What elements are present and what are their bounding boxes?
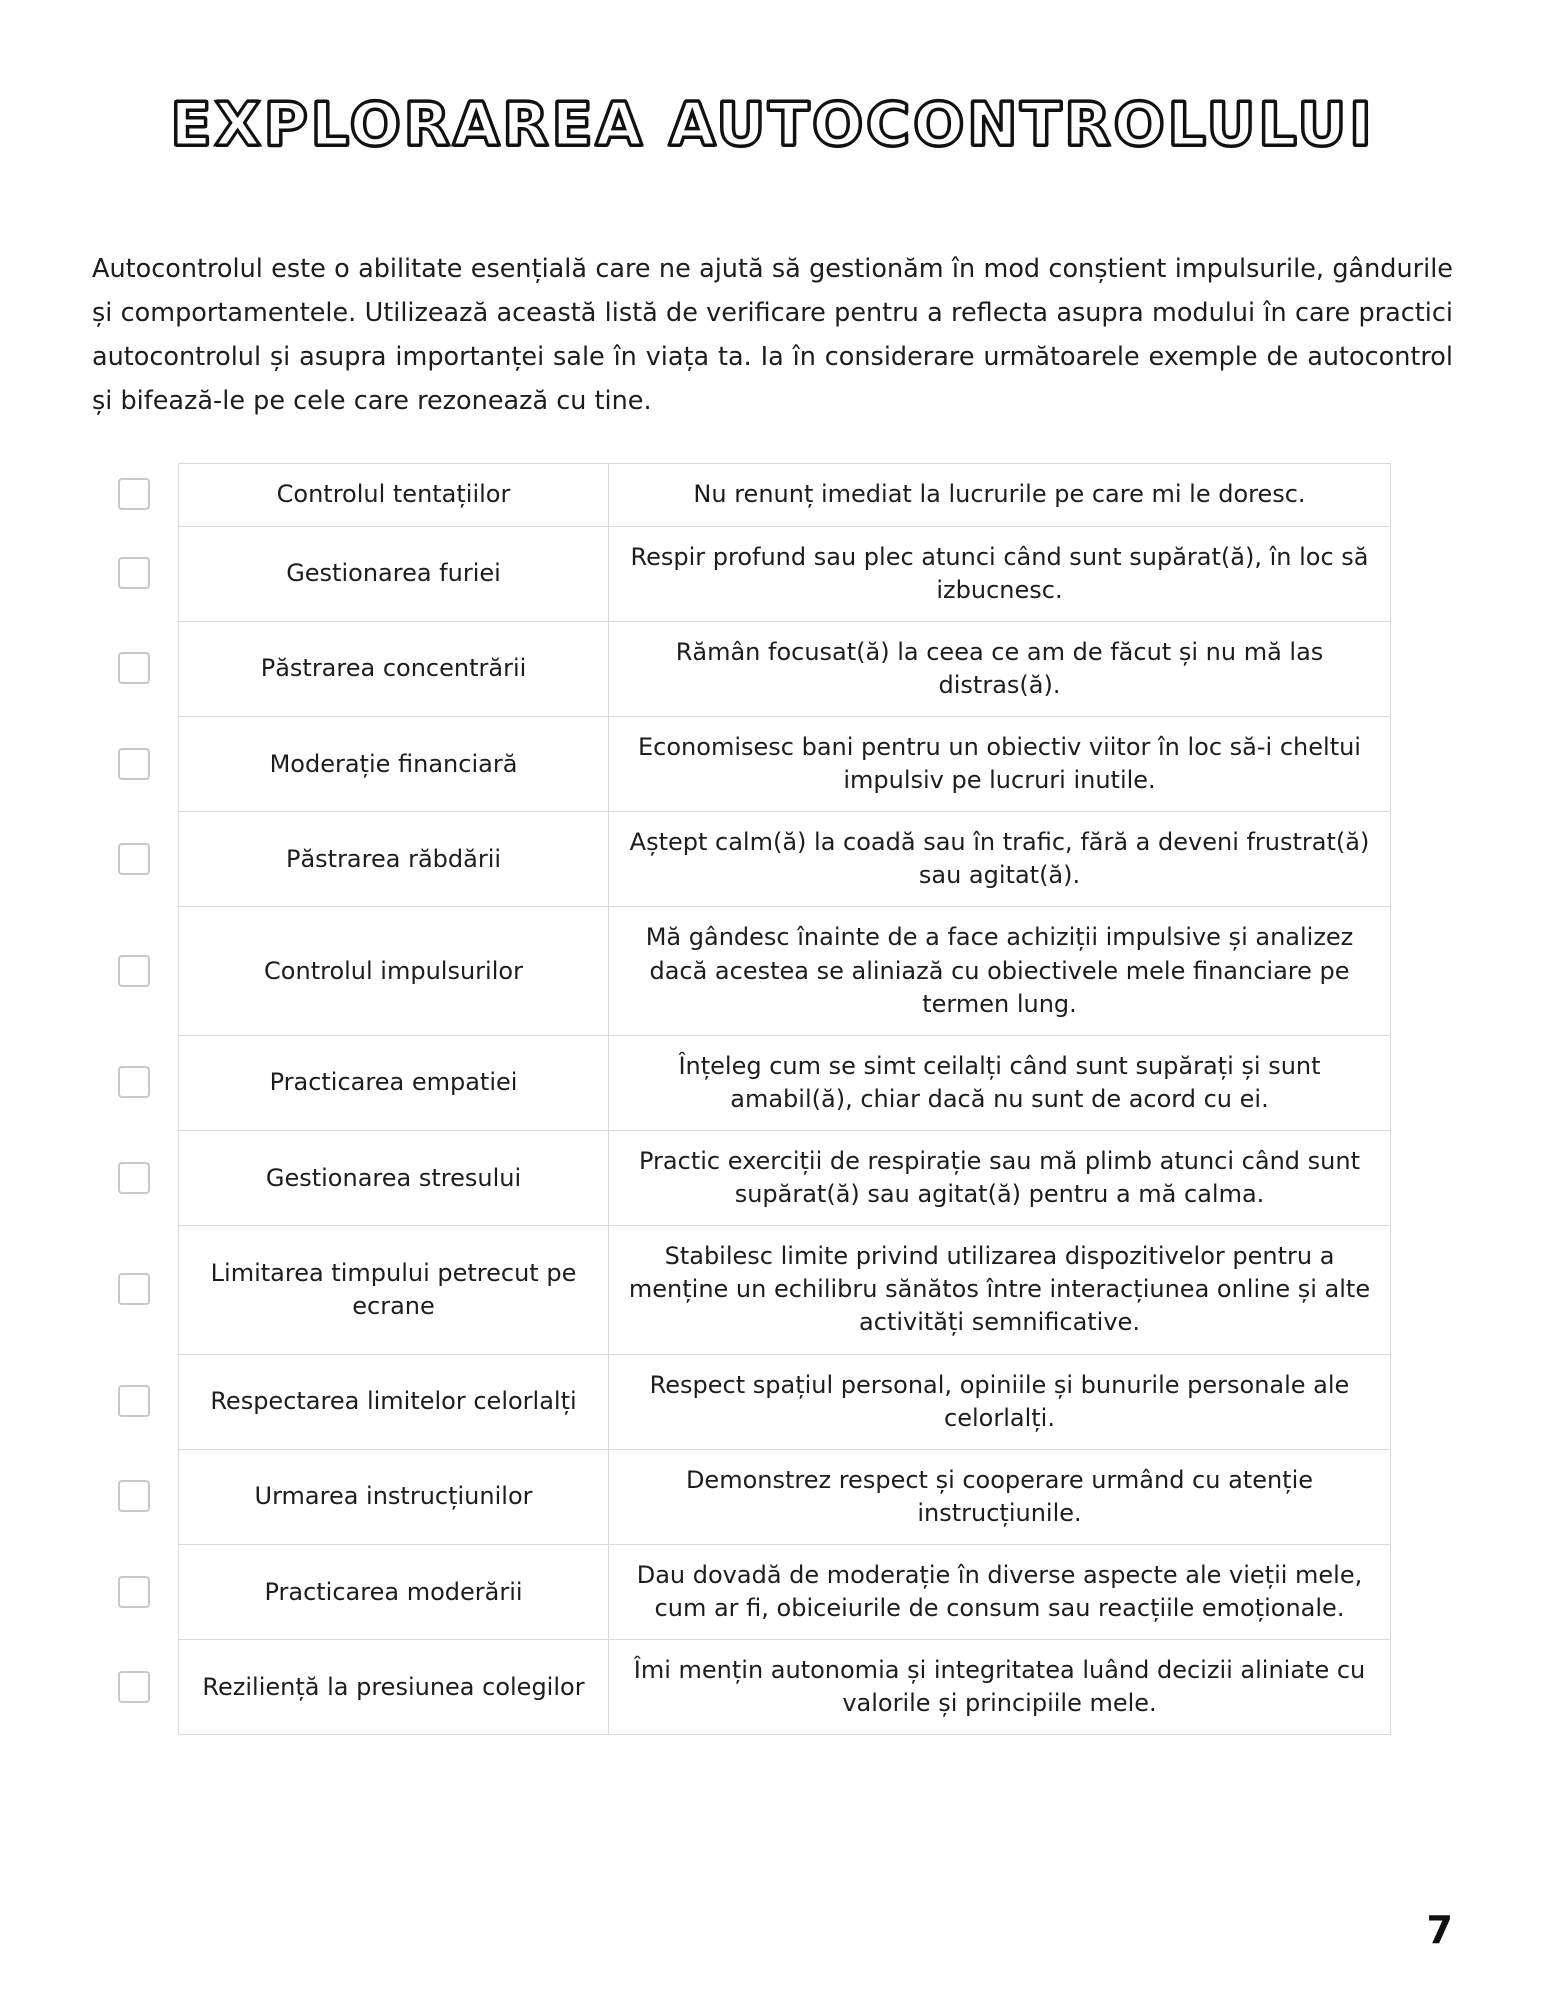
page-number: 7	[1426, 1908, 1453, 1952]
checkbox-item-2[interactable]	[118, 557, 150, 589]
checkbox-cell	[90, 1225, 178, 1353]
checkbox-cell	[90, 1035, 178, 1130]
item-title: Gestionarea furiei	[179, 526, 609, 621]
checkbox-item-3[interactable]	[118, 652, 150, 684]
checkbox-cell	[90, 463, 178, 525]
table-row	[179, 1640, 1391, 1735]
table-row	[179, 907, 1391, 1035]
item-description: Respect spațiul personal, opiniile și bunurile personale ale celorlalți.	[609, 1354, 1391, 1449]
table-row	[179, 812, 1391, 907]
table-row	[179, 1449, 1391, 1544]
table-row	[179, 1544, 1391, 1639]
table-row	[179, 1130, 1391, 1225]
table-row	[179, 1354, 1391, 1449]
item-description: Îmi mențin autonomia și integritatea luând decizii aliniate cu valorile și principiile mele.	[609, 1640, 1391, 1735]
item-description: Nu renunț imediat la lucrurile pe care mi le doresc.	[609, 464, 1391, 526]
checkbox-item-9[interactable]	[118, 1273, 150, 1305]
checkbox-cell	[90, 1449, 178, 1544]
item-description: Respir profund sau plec atunci când sunt supărat(ă), în loc să izbucnesc.	[609, 526, 1391, 621]
item-description: Înțeleg cum se simt ceilalți când sunt supărați și sunt amabil(ă), chiar dacă nu sunt de acord cu ei.	[609, 1035, 1391, 1130]
item-title: Păstrarea concentrării	[179, 621, 609, 716]
checkbox-cell	[90, 906, 178, 1034]
checkbox-item-12[interactable]	[118, 1576, 150, 1608]
item-description: Rămân focusat(ă) la ceea ce am de făcut și nu mă las distras(ă).	[609, 621, 1391, 716]
checkbox-item-4[interactable]	[118, 748, 150, 780]
table-row	[179, 526, 1391, 621]
item-description: Stabilesc limite privind utilizarea dispozitivelor pentru a menține un echilibru sănătos între interacțiunea online și alte activități semnificative.	[609, 1226, 1391, 1354]
item-description: Demonstrez respect și cooperare urmând cu atenție instrucțiunile.	[609, 1449, 1391, 1544]
item-description: Dau dovadă de moderație în diverse aspecte ale vieții mele, cum ar fi, obiceiurile de consum sau reacțiile emoționale.	[609, 1544, 1391, 1639]
item-title: Moderație financiară	[179, 716, 609, 811]
item-description: Practic exerciții de respirație sau mă plimb atunci când sunt supărat(ă) sau agitat(ă) pentru a mă calma.	[609, 1130, 1391, 1225]
checkbox-item-5[interactable]	[118, 843, 150, 875]
table-row	[179, 464, 1391, 526]
checkbox-cell	[90, 716, 178, 811]
item-title: Practicarea empatiei	[179, 1035, 609, 1130]
checkbox-item-6[interactable]	[118, 955, 150, 987]
item-title: Limitarea timpului petrecut pe ecrane	[179, 1226, 609, 1354]
item-title: Respectarea limitelor celorlalți	[179, 1354, 609, 1449]
table-row	[179, 716, 1391, 811]
checkbox-cell	[90, 1130, 178, 1225]
item-title: Gestionarea stresului	[179, 1130, 609, 1225]
item-title: Reziliență la presiunea colegilor	[179, 1640, 609, 1735]
checkbox-item-8[interactable]	[118, 1162, 150, 1194]
checkbox-cell	[90, 811, 178, 906]
checkbox-item-10[interactable]	[118, 1385, 150, 1417]
checkbox-item-7[interactable]	[118, 1066, 150, 1098]
checklist-table-body	[179, 464, 1391, 1735]
checkbox-item-13[interactable]	[118, 1671, 150, 1703]
table-row	[179, 621, 1391, 716]
item-title: Controlul impulsurilor	[179, 907, 609, 1035]
page-title: EXPLORAREA AUTOCONTROLULUI	[170, 90, 1375, 160]
checkbox-cell	[90, 1639, 178, 1734]
checkbox-item-1[interactable]	[118, 478, 150, 510]
checkbox-item-11[interactable]	[118, 1480, 150, 1512]
checklist	[90, 463, 1455, 1735]
checkbox-cell	[90, 1354, 178, 1449]
item-title: Urmarea instrucțiunilor	[179, 1449, 609, 1544]
checkbox-cell	[90, 621, 178, 716]
table-row	[179, 1035, 1391, 1130]
item-title: Păstrarea răbdării	[179, 812, 609, 907]
item-title: Practicarea moderării	[179, 1544, 609, 1639]
item-description: Mă gândesc înainte de a face achiziții impulsive și analizez dacă acestea se aliniază cu obiectivele mele financiare pe termen lung.	[609, 907, 1391, 1035]
checkbox-cell	[90, 526, 178, 621]
checkbox-column	[90, 463, 178, 1734]
item-title: Controlul tentațiilor	[179, 464, 609, 526]
intro-paragraph: Autocontrolul este o abilitate esențială care ne ajută să gestionăm în mod conștient impulsurile, gândurile și comportamentele. Utilizează această listă de verificare pentru a reflecta asupra modului în care practici autocontrolul și asupra importanței sale în viața ta. Ia în considerare următoarele exemple de autocontrol și bifează-le pe cele care rezonează cu tine.	[92, 254, 1453, 416]
checkbox-cell	[90, 1544, 178, 1639]
item-description: Economisesc bani pentru un obiectiv viitor în loc să-i cheltui impulsiv pe lucruri inutile.	[609, 716, 1391, 811]
checklist-table	[178, 463, 1391, 1735]
item-description: Aștept calm(ă) la coadă sau în trafic, fără a deveni frustrat(ă) sau agitat(ă).	[609, 812, 1391, 907]
table-row	[179, 1226, 1391, 1354]
